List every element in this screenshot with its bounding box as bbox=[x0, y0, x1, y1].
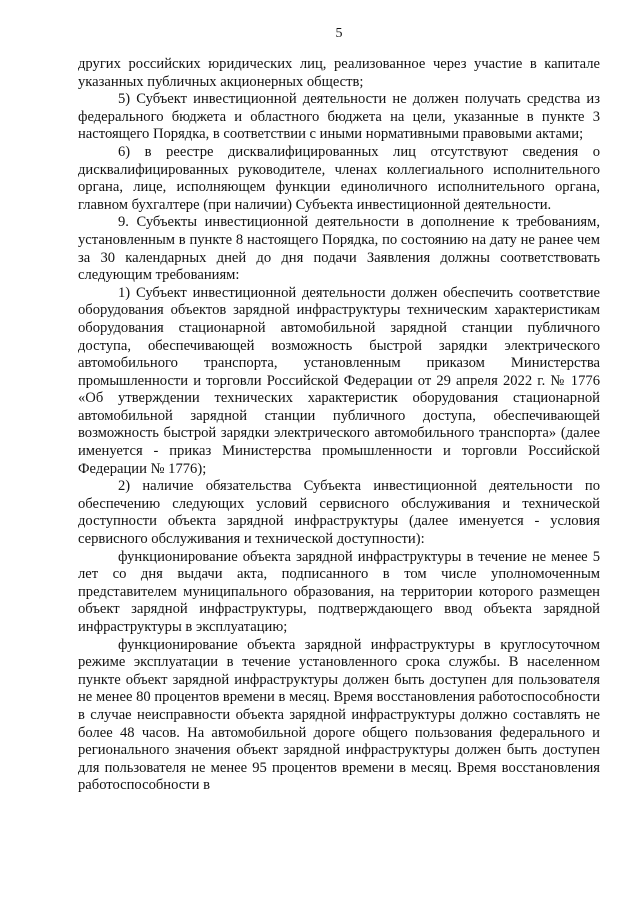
paragraph: 2) наличие обязательства Субъекта инвестиционной деятельности по обеспечению следующих условий сервисного обслуживания и технической доступности объекта зарядной инфраструктуры (далее именуется - условия сервисного обслуживания и технической доступности): bbox=[78, 478, 600, 548]
document-body bbox=[78, 56, 600, 795]
paragraph: 5) Субъект инвестиционной деятельности не должен получать средства из федерального бюджета и областного бюджета на цели, указанные в пункте 3 настоящего Порядка, в соответствии с иными нормативными правовыми актами; bbox=[78, 91, 600, 143]
paragraph: 1) Субъект инвестиционной деятельности должен обеспечить соответствие оборудования объектов зарядной инфраструктуры техническим характеристикам оборудования стационарной автомобильной зарядной станции публичного доступа, обеспечивающей возможность быстрой зарядки электрического автомобильного транспорта, установленным приказом Министерства промышленности и торговли Российской Федерации от 29 апреля 2022 г. № 1776 «Об утверждении технических характеристик оборудования стационарной автомобильной зарядной станции публичного доступа, обеспечивающей возможность быстрой зарядки электрического автомобильного транспорта» (далее именуется - приказ Министерства промышленности и торговли Российской Федерации № 1776); bbox=[78, 284, 600, 477]
paragraph: 6) в реестре дисквалифицированных лиц отсутствуют сведения о дисквалифицированных руководителе, членах коллегиального исполнительного органа, лице, исполняющем функции единоличного исполнительного органа, главном бухгалтере (при наличии) Субъекта инвестиционной деятельности. bbox=[78, 143, 600, 213]
paragraph: других российских юридических лиц, реализованное через участие в капитале указанных публичных акционерных обществ; bbox=[78, 56, 600, 90]
page-number: 5 bbox=[335, 26, 343, 41]
paragraph: функционирование объекта зарядной инфраструктуры в круглосуточном режиме эксплуатации в течение установленного срока службы. В населенном пункте объект зарядной инфраструктуры должен быть доступен для пользователя не менее 80 процентов времени в месяц. Время восстановления работоспособности в случае неисправности объекта зарядной инфраструктуры должно составлять не более 48 часов. На автомобильной дороге общего пользования федерального и регионального значения объект зарядной инфраструктуры должен быть доступен для пользователя не менее 95 процентов времени в месяц. Время восстановления работоспособности в bbox=[78, 636, 600, 794]
paragraph: функционирование объекта зарядной инфраструктуры в течение не менее 5 лет со дня выдачи акта, подписанного в том числе уполномоченным представителем муниципального образования, на территории которого размещен объект зарядной инфраструктуры, подтверждающего ввод объекта зарядной инфраструктуры в эксплуатацию; bbox=[78, 548, 600, 635]
paragraph: 9. Субъекты инвестиционной деятельности в дополнение к требованиям, установленным в пункте 8 настоящего Порядка, по состоянию на дату не ранее чем за 30 календарных дней до дня подачи Заявления должны соответствовать следующим требованиям: bbox=[78, 214, 600, 284]
